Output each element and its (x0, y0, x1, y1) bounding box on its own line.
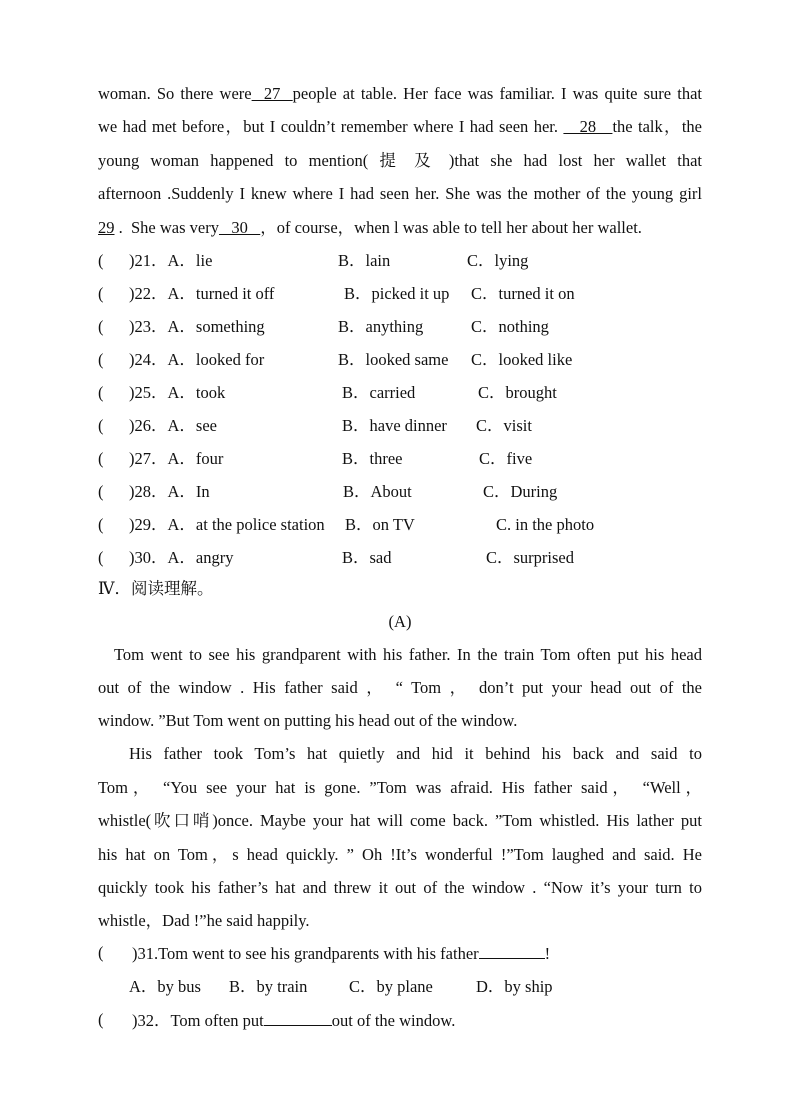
option-c: C．by plane (349, 977, 433, 996)
option-b: B．by train (229, 977, 308, 996)
text: we had met before，but I couldn’t remember where I had seen her. (98, 117, 558, 136)
blank-29: 29 (98, 218, 115, 237)
option-c: C．During (483, 482, 558, 501)
reading-p2-line-1: His father took Tom’s hat quietly and hid it behind his back and said to (129, 744, 702, 763)
blank-28: 28 (563, 117, 613, 136)
question-21 (98, 249, 702, 273)
question-27 (98, 447, 702, 471)
answer-paren: ( (98, 317, 104, 336)
answer-blank (264, 1008, 332, 1026)
option-b: B．on TV (345, 515, 415, 534)
blank-27: 27 (251, 84, 293, 103)
text: people at table. Her face was familiar. I was quite sure that (292, 84, 702, 103)
question-24 (98, 348, 702, 372)
option-b: B．have dinner (342, 416, 447, 435)
answer-paren: ( (98, 943, 104, 962)
question-end: out of the window. (331, 1011, 456, 1030)
answer-paren: ( (98, 350, 104, 369)
question-end: ! (544, 944, 551, 963)
option-b: B．lain (338, 251, 391, 270)
question-28 (98, 480, 702, 504)
option-b: B．sad (342, 548, 392, 567)
section-subtitle: (A) (388, 612, 412, 631)
option-c: C. in the photo (496, 515, 595, 534)
answer-paren: ( (98, 449, 104, 468)
option-c: C．turned it on (471, 284, 575, 303)
text: ，of course，when l was able to tell her about her wallet. (260, 218, 642, 237)
option-b: B．anything (338, 317, 424, 336)
question-25 (98, 381, 702, 405)
answer-paren: ( (98, 251, 104, 270)
option-a: )25．A．took (129, 383, 226, 402)
passage-line-5 (98, 216, 702, 240)
option-b: B．looked same (338, 350, 449, 369)
text: . She was very (114, 218, 219, 237)
option-a: )30．A．angry (129, 548, 234, 567)
passage-line-3: young woman happened to mention( 提 及 )that she had lost her wallet that (98, 151, 703, 170)
option-a: A．by bus (129, 977, 201, 996)
question-23 (98, 315, 702, 339)
option-a: )24．A．looked for (129, 350, 265, 369)
passage-line-4: afternoon .Suddenly I knew where I had seen her. She was the mother of the young girl (98, 184, 702, 203)
option-a: )22．A．turned it off (129, 284, 275, 303)
option-a: )27．A．four (129, 449, 224, 468)
reading-p1-line-2: out of the window . His father said ， “ Tom ， don’t put your head out of the (98, 678, 702, 697)
reading-p2-line-4: his hat on Tom，s head quickly. ” Oh !It’s wonderful !”Tom laughed and said. He (98, 845, 702, 864)
question-text-wrap (132, 941, 550, 966)
blank-30: 30 (218, 218, 261, 237)
answer-paren: ( (98, 284, 104, 303)
answer-paren: ( (98, 1010, 104, 1029)
passage-line-1 (98, 82, 702, 106)
answer-paren: ( (98, 383, 104, 402)
option-a: )23．A．something (129, 317, 265, 336)
reading-p2-line-2: Tom， “You see your hat is gone. ”Tom was afraid. His father said， “Well， (98, 778, 702, 797)
option-c: C．surprised (486, 548, 574, 567)
question-text: )31.Tom went to see his grandparents with his father (132, 944, 479, 963)
passage-line-2 (98, 115, 702, 139)
reading-p2-line-3: whistle(吹口哨)once. Maybe your hat will come back. ”Tom whistled. His lather put (98, 811, 702, 830)
reading-p2-line-5: quickly took his father’s hat and threw it out of the window . “Now it’s your turn to (98, 878, 702, 897)
text: the talk，the (612, 117, 702, 136)
answer-paren: ( (98, 548, 104, 567)
option-c: C．lying (467, 251, 529, 270)
question-31-options (98, 975, 702, 999)
reading-p1-line-1: Tom went to see his grandparent with his father. In the train Tom often put his head (114, 645, 702, 664)
option-c: C．five (479, 449, 533, 468)
option-c: C．visit (476, 416, 532, 435)
answer-blank (479, 941, 545, 959)
question-29 (98, 513, 702, 537)
question-31 (98, 941, 702, 965)
option-c: C．brought (478, 383, 557, 402)
option-a: )28．A．In (129, 482, 210, 501)
option-a: )29．A．at the police station (129, 515, 325, 534)
section-title: Ⅳ．阅读理解。 (98, 579, 214, 598)
answer-paren: ( (98, 515, 104, 534)
option-c: C．looked like (471, 350, 573, 369)
text: woman. So there were (98, 84, 252, 103)
question-text-wrap (132, 1008, 455, 1033)
reading-p2-line-6: whistle，Dad !”he said happily. (98, 911, 310, 930)
question-30 (98, 546, 702, 570)
option-d: D．by ship (476, 977, 553, 996)
question-32 (98, 1008, 702, 1032)
option-b: B．About (343, 482, 412, 501)
option-a: )26．A．see (129, 416, 217, 435)
question-26 (98, 414, 702, 438)
option-a: )21．A．lie (129, 251, 213, 270)
answer-paren: ( (98, 416, 104, 435)
answer-paren: ( (98, 482, 104, 501)
option-b: B．three (342, 449, 403, 468)
question-22 (98, 282, 702, 306)
option-b: B．carried (342, 383, 416, 402)
option-b: B．picked it up (344, 284, 450, 303)
question-text: )32．Tom often put (132, 1011, 264, 1030)
reading-p1-line-3: window. ”But Tom went on putting his head out of the window. (98, 711, 518, 730)
option-c: C．nothing (471, 317, 549, 336)
